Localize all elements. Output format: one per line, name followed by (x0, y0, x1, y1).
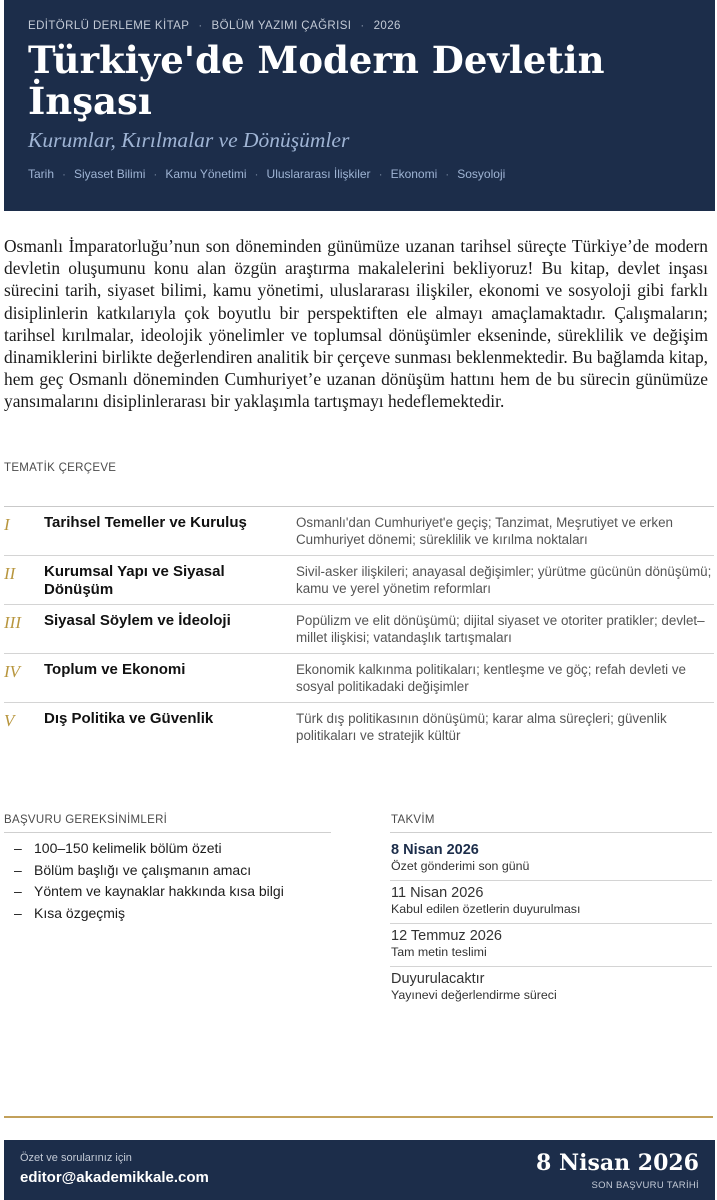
kicker-year: 2026 (373, 20, 401, 32)
page-title: Türkiye'de Modern Devletin İnşası (28, 38, 605, 123)
discipline-economics: Ekonomi (390, 167, 438, 181)
requirements-list (14, 838, 284, 924)
list-item (14, 903, 284, 925)
calendar-description: Tam metin teslimi (391, 945, 487, 959)
separator-dot: · (445, 167, 450, 181)
calendar-list (390, 838, 712, 1010)
theme-numeral: V (4, 711, 15, 730)
theme-title: Dış Politika ve Güvenlik (44, 710, 214, 727)
separator-dot: · (378, 167, 383, 181)
theme-description: Sivil-asker ilişkileri; anayasal değişimler; yürütme gücünün dönüşümü; kamu ve yerel yönetim reformları (296, 564, 712, 596)
list-item (14, 838, 284, 860)
dash-bullet: – (14, 861, 22, 878)
theme-description: Türk dış politikasının dönüşümü; karar alma süreçleri; güvenlik politikaları ve stratejik kültür (296, 711, 667, 743)
theme-description: Osmanlı'dan Cumhuriyet'e geçiş; Tanzimat, Meşrutiyet ve erken Cumhuriyet dönemi; süreklilik ve kırılma noktaları (296, 515, 673, 547)
discipline-history: Tarih (28, 167, 55, 181)
header-banner (4, 0, 715, 211)
kicker-type: EDİTÖRLÜ DERLEME KİTAP (28, 20, 190, 32)
list-item (14, 860, 284, 882)
calendar-description: Kabul edilen özetlerin duyurulması (391, 902, 581, 916)
requirements-section-label: BAŞVURU GEREKSİNİMLERİ (4, 814, 168, 826)
discipline-international-relations: Uluslararası İlişkiler (266, 167, 371, 181)
theme-title: Kurumsal Yapı ve Siyasal Dönüşüm (44, 563, 225, 598)
theme-numeral: I (4, 515, 10, 534)
calendar-date: Duyurulacaktır (391, 971, 485, 987)
theme-description: Ekonomik kalkınma politikaları; kentleşme ve göç; refah devleti ve sosyal politikadaki değişimler (296, 662, 686, 694)
requirements-divider (4, 832, 331, 833)
deadline-label: SON BAŞVURU TARİHİ (591, 1180, 699, 1191)
calendar-section-label: TAKVİM (391, 814, 435, 826)
calendar-date: 8 Nisan 2026 (391, 842, 479, 858)
discipline-sociology: Sosyoloji (457, 167, 506, 181)
theme-row (4, 507, 714, 556)
calendar-date: 11 Nisan 2026 (391, 885, 484, 901)
list-item (14, 881, 284, 903)
dash-bullet: – (14, 904, 22, 921)
contact-label: Özet ve sorularınız için (20, 1152, 132, 1164)
theme-description: Popülizm ve elit dönüşümü; dijital siyaset ve otoriter pratikler; devlet–millet ilişkisi; vatandaşlık tartışmaları (296, 613, 705, 645)
dash-bullet: – (14, 883, 22, 899)
theme-row (4, 556, 714, 605)
thematic-section-label: TEMATİK ÇERÇEVE (4, 462, 117, 474)
discipline-political-science: Siyaset Bilimi (74, 167, 146, 181)
page-subtitle: Kurumlar, Kırılmalar ve Dönüşümler (28, 128, 350, 152)
contact-email-link[interactable]: editor@akademikkale.com (20, 1169, 209, 1186)
footer-banner (4, 1140, 715, 1200)
kicker-call: BÖLÜM YAZIMI ÇAĞRISI (211, 20, 352, 32)
theme-row (4, 605, 714, 654)
discipline-list (28, 167, 693, 181)
requirement-text: Kısa özgeçmiş (34, 904, 126, 921)
theme-numeral: III (4, 613, 21, 632)
intro-paragraph: Osmanlı İmparatorluğu’nun son döneminden günümüze uzanan tarihsel süreçte Türkiye’de modern devletin oluşumunu konu alan özgün araştırma makalelerini bekliyoruz! Bu kitap, devlet inşası sürecini tarih, siyaset bilimi, kamu yönetimi, uluslararası ilişkiler, ekonomi ve sosyoloji gibi farklı disiplinlerin katkılarıyla çok boyutlu bir perspektiften ele almayı amaçlamaktadır. Çalışmaların; tarihsel kırılmalar, ideolojik yönelimler ve toplumsal dönüşümler ekseninde, süreklilik ve değişim dinamiklerini birlikte değerlendiren analitik bir çerçeve sunması beklenmektedir. Bu bağlamda kitap, hem geç Osmanlı döneminden Cumhuriyet’e uzanan dönüşüm hattını hem de bu sürecin günümüze yansımalarını disiplinlerarası bir yaklaşımla tartışmayı hedeflemektedir. (4, 236, 708, 412)
calendar-item (390, 924, 712, 967)
separator-dot: · (198, 20, 203, 32)
separator-dot: · (254, 167, 259, 181)
calendar-date: 12 Temmuz 2026 (391, 928, 502, 944)
theme-table (4, 506, 714, 752)
kicker-line (28, 20, 693, 32)
requirement-text: Yöntem ve kaynaklar hakkında kısa bilgi (34, 883, 284, 899)
calendar-item (390, 967, 712, 1010)
calendar-description: Yayınevi değerlendirme süreci (391, 988, 557, 1002)
theme-title: Siyasal Söylem ve İdeoloji (44, 612, 231, 629)
dash-bullet: – (14, 840, 22, 856)
requirement-text: 100–150 kelimelik bölüm özeti (34, 840, 222, 856)
theme-row (4, 703, 714, 752)
theme-numeral: IV (4, 662, 21, 681)
theme-title: Tarihsel Temeller ve Kuruluş (44, 514, 247, 531)
requirement-text: Bölüm başlığı ve çalışmanın amacı (34, 861, 252, 878)
deadline-date: 8 Nisan 2026 (536, 1150, 699, 1176)
calendar-item (390, 838, 712, 881)
calendar-description: Özet gönderimi son günü (391, 859, 530, 873)
theme-title: Toplum ve Ekonomi (44, 661, 186, 678)
calendar-item (390, 881, 712, 924)
separator-dot: · (153, 167, 158, 181)
discipline-public-admin: Kamu Yönetimi (165, 167, 247, 181)
separator-dot: · (360, 20, 365, 32)
theme-row (4, 654, 714, 703)
gold-divider (4, 1116, 713, 1118)
calendar-divider (390, 832, 712, 833)
theme-numeral: II (4, 564, 16, 583)
separator-dot: · (62, 167, 67, 181)
